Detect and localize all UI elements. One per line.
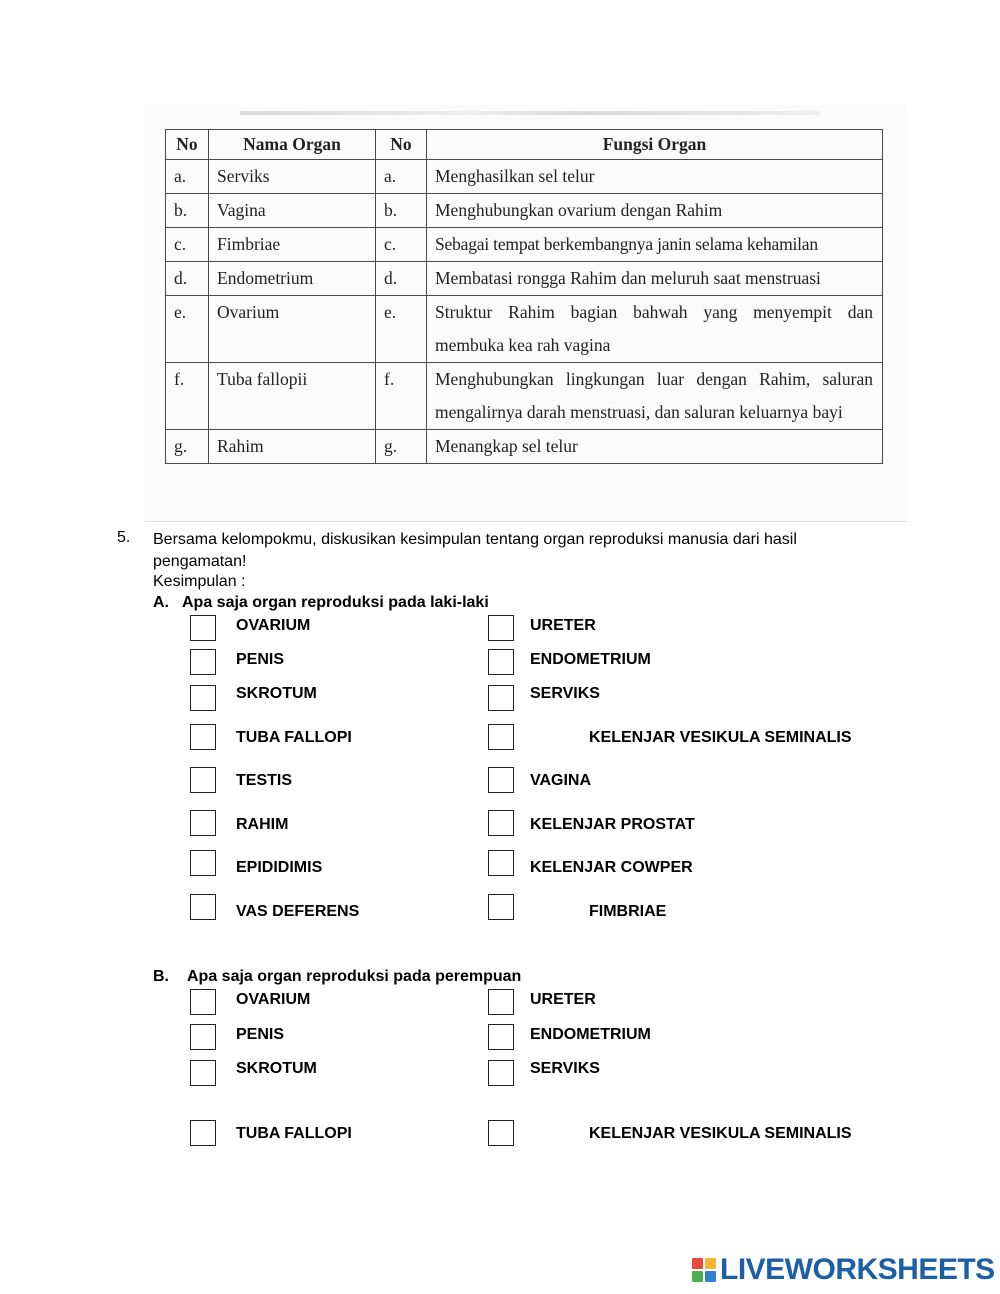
row-no: f. xyxy=(376,363,427,430)
table-header-row xyxy=(166,130,883,160)
option-label: ENDOMETRIUM xyxy=(530,651,651,668)
checkbox-a-rahim[interactable] xyxy=(190,810,216,836)
option-label: VAGINA xyxy=(530,772,592,789)
row-fungsi: Struktur Rahim bagian bahwah yang menyempit dan membuka kea rah vagina xyxy=(427,296,883,363)
table-row xyxy=(166,430,883,464)
checkbox-a-kelenjar-vesikula-seminalis[interactable] xyxy=(488,724,514,750)
checkbox-a-vas-deferens[interactable] xyxy=(190,894,216,920)
row-fungsi: Menangkap sel telur xyxy=(427,430,883,464)
checkbox-a-testis[interactable] xyxy=(190,767,216,793)
organ-function-table xyxy=(165,129,883,464)
logo-square-icon xyxy=(692,1271,703,1282)
checkbox-a-ureter[interactable] xyxy=(488,615,514,641)
conclusion-label: Kesimpulan : xyxy=(153,573,246,590)
section-a-text: Apa saja organ reproduksi pada laki-laki xyxy=(182,594,489,611)
header-no-1: No xyxy=(166,130,209,160)
option-label: PENIS xyxy=(236,1026,285,1043)
checkbox-a-ovarium[interactable] xyxy=(190,615,216,641)
logo-square-icon xyxy=(705,1258,716,1269)
row-no: a. xyxy=(166,160,209,194)
divider xyxy=(145,521,907,522)
option-label: SERVIKS xyxy=(530,1060,600,1077)
table-row xyxy=(166,363,883,430)
checkbox-a-epididimis[interactable] xyxy=(190,850,216,876)
row-organ: Rahim xyxy=(209,430,376,464)
section-b-title xyxy=(153,968,521,986)
option-label: FIMBRIAE xyxy=(589,903,667,920)
option-label: PENIS xyxy=(236,651,285,668)
row-no: e. xyxy=(166,296,209,363)
row-organ: Vagina xyxy=(209,194,376,228)
checkbox-a-fimbriae[interactable] xyxy=(488,894,514,920)
checkbox-a-serviks[interactable] xyxy=(488,685,514,711)
checkbox-a-tuba-fallopi[interactable] xyxy=(190,724,216,750)
checkbox-a-endometrium[interactable] xyxy=(488,649,514,675)
row-no: d. xyxy=(166,262,209,296)
checkbox-b-serviks[interactable] xyxy=(488,1060,514,1086)
row-no: f. xyxy=(166,363,209,430)
option-label: ENDOMETRIUM xyxy=(530,1026,651,1043)
option-label: TESTIS xyxy=(236,772,293,789)
row-no: c. xyxy=(376,228,427,262)
table-row xyxy=(166,228,883,262)
row-no: g. xyxy=(376,430,427,464)
checkbox-a-kelenjar-cowper[interactable] xyxy=(488,850,514,876)
option-label: OVARIUM xyxy=(236,617,311,634)
checkbox-b-tuba-fallopi[interactable] xyxy=(190,1120,216,1146)
row-organ: Endometrium xyxy=(209,262,376,296)
row-organ: Fimbriae xyxy=(209,228,376,262)
row-organ: Ovarium xyxy=(209,296,376,363)
option-label: KELENJAR VESIKULA SEMINALIS xyxy=(589,729,852,746)
question-number: 5. xyxy=(117,529,131,546)
row-fungsi: Sebagai tempat berkembangnya janin selama kehamilan xyxy=(427,228,883,262)
liveworksheets-logo xyxy=(692,1254,995,1286)
row-fungsi: Membatasi rongga Rahim dan meluruh saat menstruasi xyxy=(427,262,883,296)
option-label: KELENJAR VESIKULA SEMINALIS xyxy=(589,1125,852,1142)
row-no: e. xyxy=(376,296,427,363)
option-label: SERVIKS xyxy=(530,685,600,702)
section-b-letter: B. xyxy=(153,968,169,985)
option-label: TUBA FALLOPI xyxy=(236,729,352,746)
checkbox-b-penis[interactable] xyxy=(190,1024,216,1050)
organ-table-image xyxy=(145,105,907,522)
header-fungsi-organ: Fungsi Organ xyxy=(427,130,883,160)
logo-square-icon xyxy=(705,1271,716,1282)
option-label: URETER xyxy=(530,617,596,634)
row-organ: Serviks xyxy=(209,160,376,194)
option-label: TUBA FALLOPI xyxy=(236,1125,352,1142)
checkbox-a-penis[interactable] xyxy=(190,649,216,675)
logo-square-icon xyxy=(692,1258,703,1269)
section-a-letter: A. xyxy=(153,594,169,611)
header-no-2: No xyxy=(376,130,427,160)
table-row xyxy=(166,160,883,194)
row-fungsi: Menghubungkan ovarium dengan Rahim xyxy=(427,194,883,228)
faded-text-strip xyxy=(240,111,820,115)
table-row xyxy=(166,296,883,363)
question-text: Bersama kelompokmu, diskusikan kesimpulan tentang organ reproduksi manusia dari hasil pengamatan! xyxy=(153,531,797,570)
checkbox-b-kelenjar-vesikula-seminalis[interactable] xyxy=(488,1120,514,1146)
checkbox-b-endometrium[interactable] xyxy=(488,1024,514,1050)
row-no: b. xyxy=(376,194,427,228)
option-label: SKROTUM xyxy=(236,685,317,702)
option-label: VAS DEFERENS xyxy=(236,903,360,920)
checkbox-a-skrotum[interactable] xyxy=(190,685,216,711)
section-a-title xyxy=(153,594,489,612)
option-label: KELENJAR PROSTAT xyxy=(530,816,695,833)
row-no: c. xyxy=(166,228,209,262)
option-label: OVARIUM xyxy=(236,991,311,1008)
option-label: RAHIM xyxy=(236,816,289,833)
section-b-text: Apa saja organ reproduksi pada perempuan xyxy=(187,968,522,985)
header-nama-organ: Nama Organ xyxy=(209,130,376,160)
row-no: g. xyxy=(166,430,209,464)
row-fungsi: Menghasilkan sel telur xyxy=(427,160,883,194)
option-label: EPIDIDIMIS xyxy=(236,859,323,876)
row-no: a. xyxy=(376,160,427,194)
table-row xyxy=(166,194,883,228)
checkbox-b-ovarium[interactable] xyxy=(190,989,216,1015)
table-row xyxy=(166,262,883,296)
row-no: b. xyxy=(166,194,209,228)
row-fungsi: Menghubungkan lingkungan luar dengan Rahim, saluran mengalirnya darah menstruasi, dan saluran keluarnya bayi xyxy=(427,363,883,430)
logo-grid-icon xyxy=(692,1258,716,1282)
checkbox-a-vagina[interactable] xyxy=(488,767,514,793)
option-label: URETER xyxy=(530,991,596,1008)
option-label: SKROTUM xyxy=(236,1060,317,1077)
checkbox-b-skrotum[interactable] xyxy=(190,1060,216,1086)
row-organ: Tuba fallopii xyxy=(209,363,376,430)
checkbox-b-ureter[interactable] xyxy=(488,989,514,1015)
option-label: KELENJAR COWPER xyxy=(530,859,693,876)
row-no: d. xyxy=(376,262,427,296)
logo-text: LIVEWORKSHEETS xyxy=(720,1253,995,1286)
checkbox-a-kelenjar-prostat[interactable] xyxy=(488,810,514,836)
